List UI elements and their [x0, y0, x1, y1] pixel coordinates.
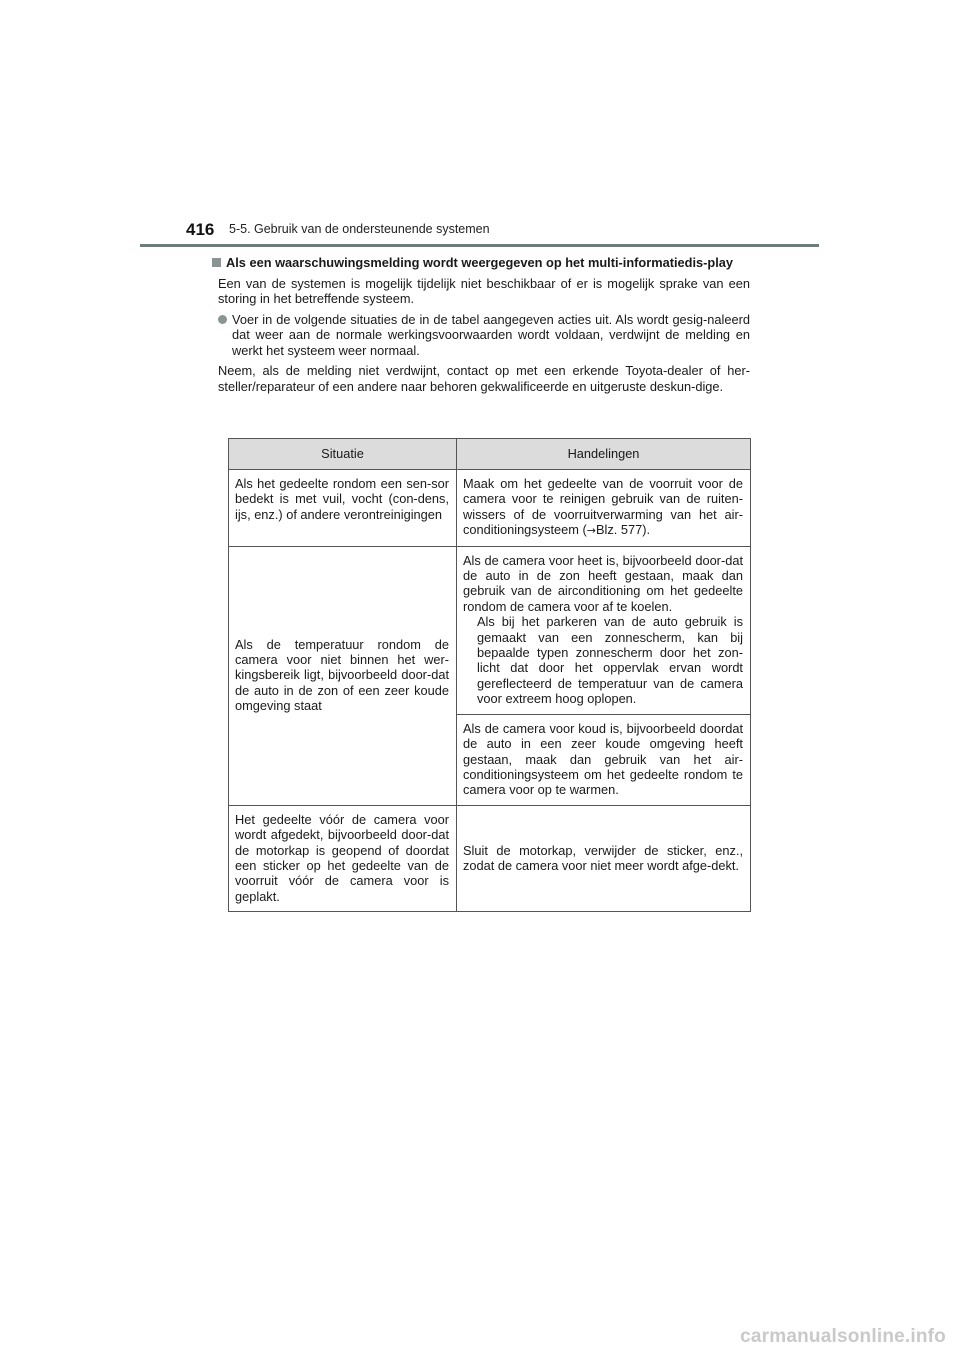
table-cell-action	[457, 470, 751, 547]
bullet-text: Voer in de volgende situaties de in de tabel aangegeven acties uit. Als wordt gesig-naleerd dat weer aan de normale werkingsvoorwaarden wordt voldaan, verdwijnt de melding en werkt het systeem weer normaal.	[232, 311, 750, 358]
header-rule	[140, 244, 819, 247]
action-text: Maak om het gedeelte van de voorruit voor de camera voor te reinigen gebruik van de ruiten-wissers of de voorruitverwarming van het air-conditioningsysteem (	[463, 476, 743, 538]
section-heading-text: Als een waarschuwingsmelding wordt weergegeven op het multi-informatiedis-play	[226, 255, 733, 270]
table-header-situation: Situatie	[229, 439, 457, 470]
closing-paragraph: Neem, als de melding niet verdwijnt, contact op met een erkende Toyota-dealer of her-steller/reparateur of een andere naar behoren gekwalificeerde en uitgeruste deskun-dige.	[218, 363, 750, 394]
main-content	[212, 255, 750, 394]
table-header-actions: Handelingen	[457, 439, 751, 470]
table-cell-action: Sluit de motorkap, verwijder de sticker, enz., zodat de camera voor niet meer wordt afge-dekt.	[457, 805, 751, 911]
table-row	[229, 546, 751, 714]
table-cell-situation: Als de temperatuur rondom de camera voor niet binnen het wer-kingsbereik ligt, bijvoorbeeld door-dat de auto in de zon of een zeer koude omgeving staat	[229, 546, 457, 805]
table-row	[229, 805, 751, 911]
square-bullet-icon	[212, 258, 221, 267]
situation-action-table	[228, 438, 751, 912]
bullet-item	[212, 312, 750, 359]
action-note-text: Als bij het parkeren van de auto gebruik is gemaakt van een zonnescherm, kan bij bepaalde typen zonnescherm door het zon-licht dat door het oppervlak ervan wordt gereflecteerd de temperatuur van de camera voor extreem hoog oplopen.	[477, 614, 743, 707]
table-row	[229, 470, 751, 547]
table-cell-action	[457, 546, 751, 714]
action-hot-text: Als de camera voor heet is, bijvoorbeeld door-dat de auto in de zon heeft gestaan, maak dan gebruik van de airconditioning om het gedeelte rondom de camera voor af te koelen.	[463, 552, 743, 614]
watermark: carmanualsonline.info	[740, 1326, 946, 1347]
section-heading	[212, 255, 750, 271]
table-header-row	[229, 439, 751, 470]
table-cell-action: Als de camera voor koud is, bijvoorbeeld doordat de auto in een zeer koude omgeving heeft gestaan, maak dan gebruik van het air-conditioningsysteem om het gedeelte rondom te camera voor op te warmen.	[457, 714, 751, 805]
table-cell-situation: Het gedeelte vóór de camera voor wordt afgedekt, bijvoorbeeld door-dat de motorkap is geopend of doordat een sticker op het gedeelte van de voorruit vóór de camera voor is geplakt.	[229, 805, 457, 911]
table-cell-situation: Als het gedeelte rondom een sen-sor bedekt is met vuil, vocht (con-dens, ijs, enz.) of andere verontreinigingen	[229, 470, 457, 547]
intro-paragraph: Een van de systemen is mogelijk tijdelijk niet beschikbaar of er is mogelijk sprake van een storing in het betreffende systeem.	[218, 275, 750, 306]
page-reference: Blz. 577).	[595, 522, 651, 538]
round-bullet-icon	[218, 315, 227, 324]
arrow-right-icon: →	[586, 524, 596, 538]
section-title: 5-5. Gebruik van de ondersteunende systemen	[229, 222, 490, 236]
page-number: 416	[186, 220, 215, 239]
